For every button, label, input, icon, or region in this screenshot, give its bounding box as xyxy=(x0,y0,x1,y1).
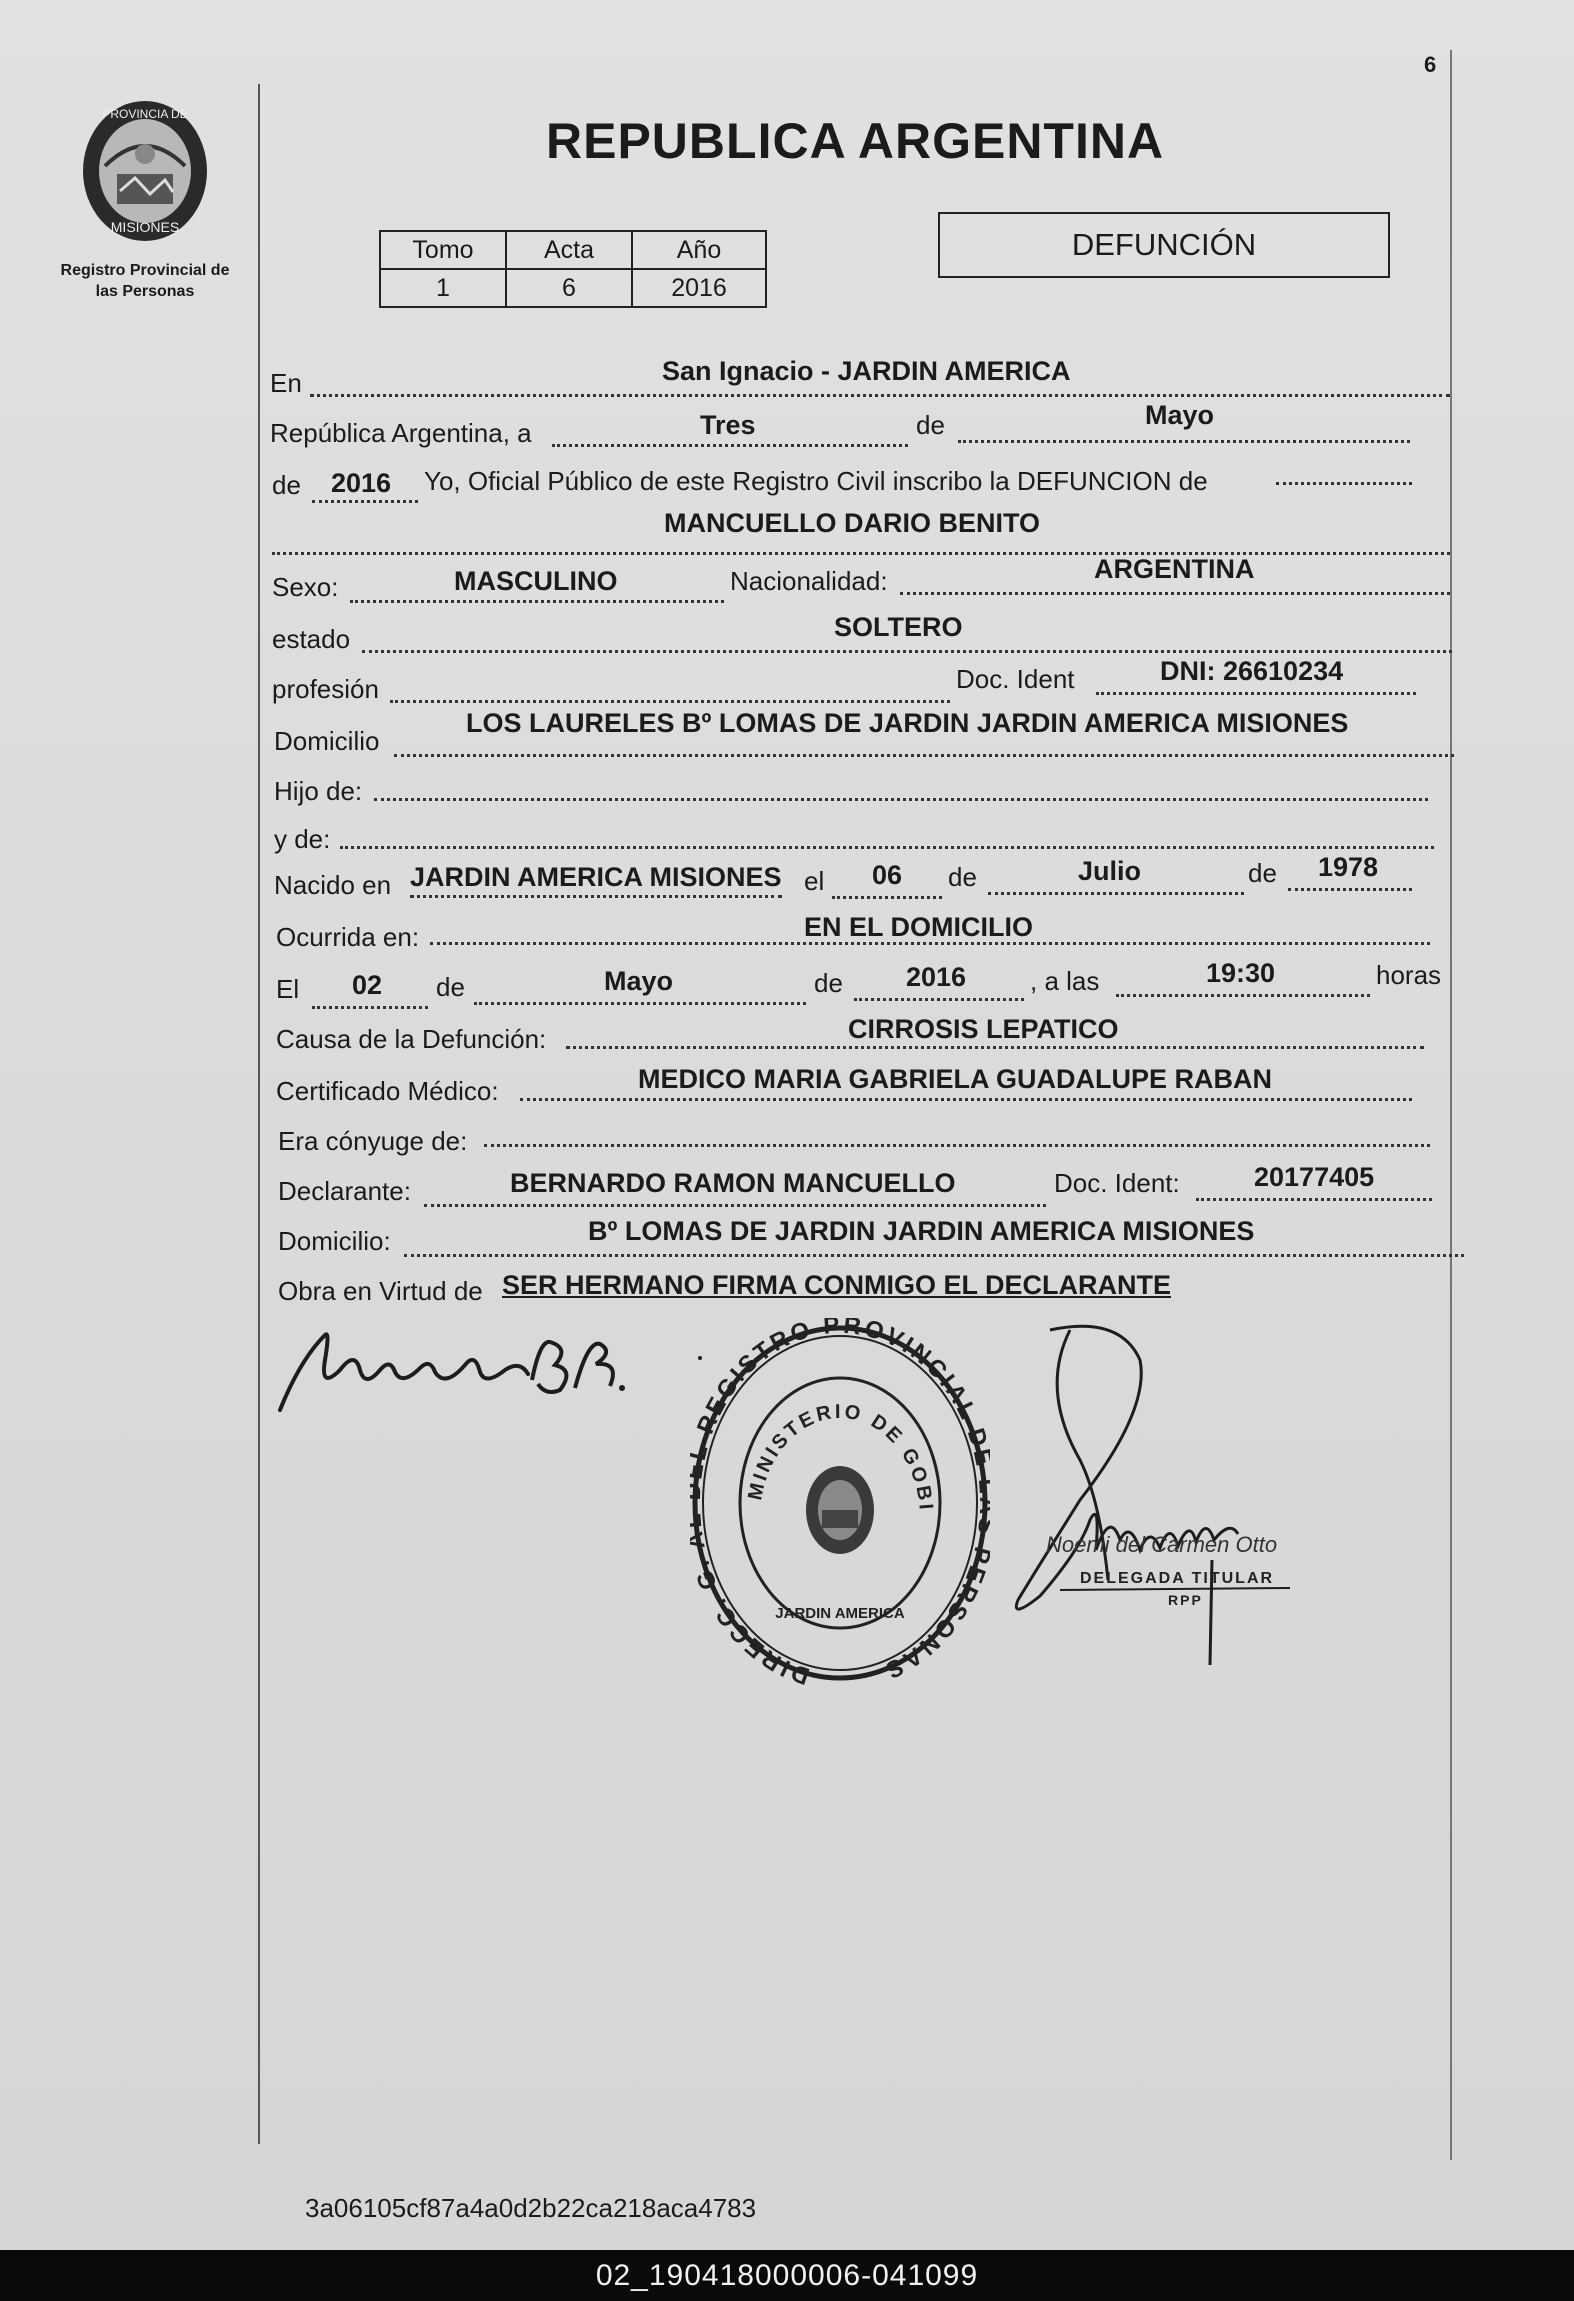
hora-value: 19:30 xyxy=(1206,958,1276,988)
sexo-label: Sexo: xyxy=(272,572,339,602)
nacido-lugar-value: JARDIN AMERICA MISIONES xyxy=(410,862,782,898)
mes-line xyxy=(958,440,1410,443)
decl-dom-line xyxy=(404,1254,1464,1257)
de-label-6: de xyxy=(814,968,843,998)
de-label-3: de xyxy=(948,862,977,892)
nac-anio-value: 1978 xyxy=(1318,852,1379,882)
footer-id-bar: 02_190418000006-041099 xyxy=(0,2250,1574,2301)
anio-line xyxy=(312,500,418,503)
left-margin-rule xyxy=(258,84,260,2144)
yde-label: y de: xyxy=(274,824,331,854)
sexo-value: MASCULINO xyxy=(454,566,618,596)
docident-line xyxy=(1096,692,1416,695)
nombre-line xyxy=(272,552,1450,555)
profesion-label: profesión xyxy=(272,674,379,704)
anio-registro-value: 2016 xyxy=(331,468,392,498)
nac-anio-line xyxy=(1288,888,1412,891)
declarant-signature xyxy=(270,1300,710,1440)
nacionalidad-value: ARGENTINA xyxy=(1094,554,1255,584)
inscribo-text: Yo, Oficial Público de este Registro Civil inscribo la DEFUNCION de xyxy=(424,466,1208,496)
sexo-line xyxy=(350,600,724,603)
fal-anio-value: 2016 xyxy=(906,962,967,992)
stamp-ring-text: DIRECC. G REGISTRO PROVINCIAL ERSONAS xyxy=(690,1318,990,1688)
official-stamp xyxy=(690,1318,990,1688)
logo-caption xyxy=(40,260,250,302)
estado-value: SOLTERO xyxy=(834,612,963,642)
dia-line xyxy=(552,444,908,447)
horas-label: horas xyxy=(1376,960,1442,990)
mes-value: Mayo xyxy=(1145,400,1215,430)
obra-label: Obra en Virtud de xyxy=(278,1276,483,1306)
decl-dom-value: Bº LOMAS DE JARDIN JARDIN AMERICA MISIONES xyxy=(588,1216,1255,1246)
profesion-line xyxy=(390,700,950,703)
dia-value: Tres xyxy=(700,410,756,440)
certificado-label: Certificado Médico: xyxy=(276,1076,499,1106)
stamp-inner-text: MINISTERIO DE GOBI xyxy=(744,1400,937,1514)
decl-doc-line xyxy=(1196,1198,1432,1201)
causa-label: Causa de la Defunción: xyxy=(276,1024,547,1054)
nac-dia-value: 06 xyxy=(872,860,903,890)
document-type-box: DEFUNCIÓN xyxy=(938,212,1390,278)
hijo-label: Hijo de: xyxy=(274,776,363,806)
decl-doc-value: 20177405 xyxy=(1254,1162,1375,1192)
official-office: RPP xyxy=(1168,1592,1203,1608)
reference-value-row xyxy=(380,269,766,307)
acta-value: 6 xyxy=(506,269,632,307)
docident-value: DNI: 26610234 xyxy=(1160,656,1344,686)
document-hash: 3a06105cf87a4a0d2b22ca218aca4783 xyxy=(305,2193,757,2223)
nombre-value: MANCUELLO DARIO BENITO xyxy=(664,508,1040,538)
domicilio-label: Domicilio xyxy=(274,726,380,756)
el-fecha-label: El xyxy=(276,974,300,1004)
declarante-value: BERNARDO RAMON MANCUELLO xyxy=(510,1168,956,1198)
nac-mes-line xyxy=(988,892,1244,895)
ocurrida-label: Ocurrida en: xyxy=(276,922,420,952)
domicilio-line xyxy=(394,754,1454,757)
logo-caption-line2: las Personas xyxy=(95,283,195,300)
official-signature xyxy=(1000,1320,1380,1680)
reference-table xyxy=(379,230,767,308)
conyuge-label: Era cónyuge de: xyxy=(278,1126,468,1156)
en-label: En xyxy=(270,368,302,398)
anio-header: Año xyxy=(632,231,766,269)
nac-dia-line xyxy=(832,896,942,899)
tomo-header: Tomo xyxy=(380,231,506,269)
estado-line xyxy=(362,650,1452,653)
logo-seal-bottom-text: MISIONES xyxy=(110,219,180,235)
declarante-line xyxy=(424,1204,1046,1207)
right-margin-rule xyxy=(1450,50,1452,2160)
docident-label: Doc. Ident xyxy=(956,664,1075,694)
page-number: 6 xyxy=(1424,52,1437,77)
decl-dom-label: Domicilio: xyxy=(278,1226,391,1256)
ocurrida-value: EN EL DOMICILIO xyxy=(804,912,1034,942)
nacionalidad-line xyxy=(900,592,1450,595)
fal-mes-line xyxy=(474,1002,806,1005)
nac-mes-value: Julio xyxy=(1078,856,1142,886)
certificado-value: MEDICO MARIA GABRIELA GUADALUPE RABAN xyxy=(638,1064,1272,1094)
inscribo-line xyxy=(1276,482,1412,485)
fal-dia-value: 02 xyxy=(352,970,383,1000)
stamp-bottom-text: JARDIN AMERICA xyxy=(775,1605,905,1622)
de-label-2: de xyxy=(272,470,301,500)
en-value: San Ignacio - JARDIN AMERICA xyxy=(662,356,1071,386)
de-label-5: de xyxy=(436,972,465,1002)
anio-value: 2016 xyxy=(632,269,766,307)
causa-value: CIRROSIS LEPATICO xyxy=(848,1014,1119,1044)
causa-line xyxy=(566,1046,1424,1049)
obra-value: SER HERMANO FIRMA CONMIGO EL DECLARANTE xyxy=(502,1270,1172,1300)
acta-header: Acta xyxy=(506,231,632,269)
province-logo xyxy=(75,96,215,246)
logo-seal-top-text: PROVINCIA DE xyxy=(102,107,188,121)
fal-dia-line xyxy=(312,1006,428,1009)
domicilio-value: LOS LAURELES Bº LOMAS DE JARDIN JARDIN AMERICA MISIONES xyxy=(466,708,1349,738)
certificado-line xyxy=(520,1098,1412,1101)
el-label: el xyxy=(804,866,825,896)
alas-label: , a las xyxy=(1030,966,1100,996)
estado-label: estado xyxy=(272,624,351,654)
republica-label: República Argentina, a xyxy=(270,418,532,448)
nacido-label: Nacido en xyxy=(274,870,392,900)
page-title: REPUBLICA ARGENTINA xyxy=(546,113,1165,169)
hora-line xyxy=(1116,994,1370,997)
fal-anio-line xyxy=(854,998,1024,1001)
de-label-1: de xyxy=(916,410,945,440)
official-name: Noemi del Carmen Otto xyxy=(1046,1532,1278,1557)
en-line xyxy=(310,394,1450,397)
nacionalidad-label: Nacionalidad: xyxy=(730,566,888,596)
reference-header-row xyxy=(380,231,766,269)
tomo-value: 1 xyxy=(380,269,506,307)
conyuge-line xyxy=(484,1144,1430,1147)
de-label-4: de xyxy=(1248,858,1277,888)
official-title: DELEGADA TITULAR xyxy=(1080,1570,1275,1587)
declarante-label: Declarante: xyxy=(278,1176,411,1206)
hijo-line xyxy=(374,798,1428,801)
yde-line xyxy=(340,846,1434,849)
logo-caption-line1: Registro Provincial de xyxy=(60,262,230,279)
fal-mes-value: Mayo xyxy=(604,966,674,996)
decl-doc-label: Doc. Ident: xyxy=(1054,1168,1180,1198)
